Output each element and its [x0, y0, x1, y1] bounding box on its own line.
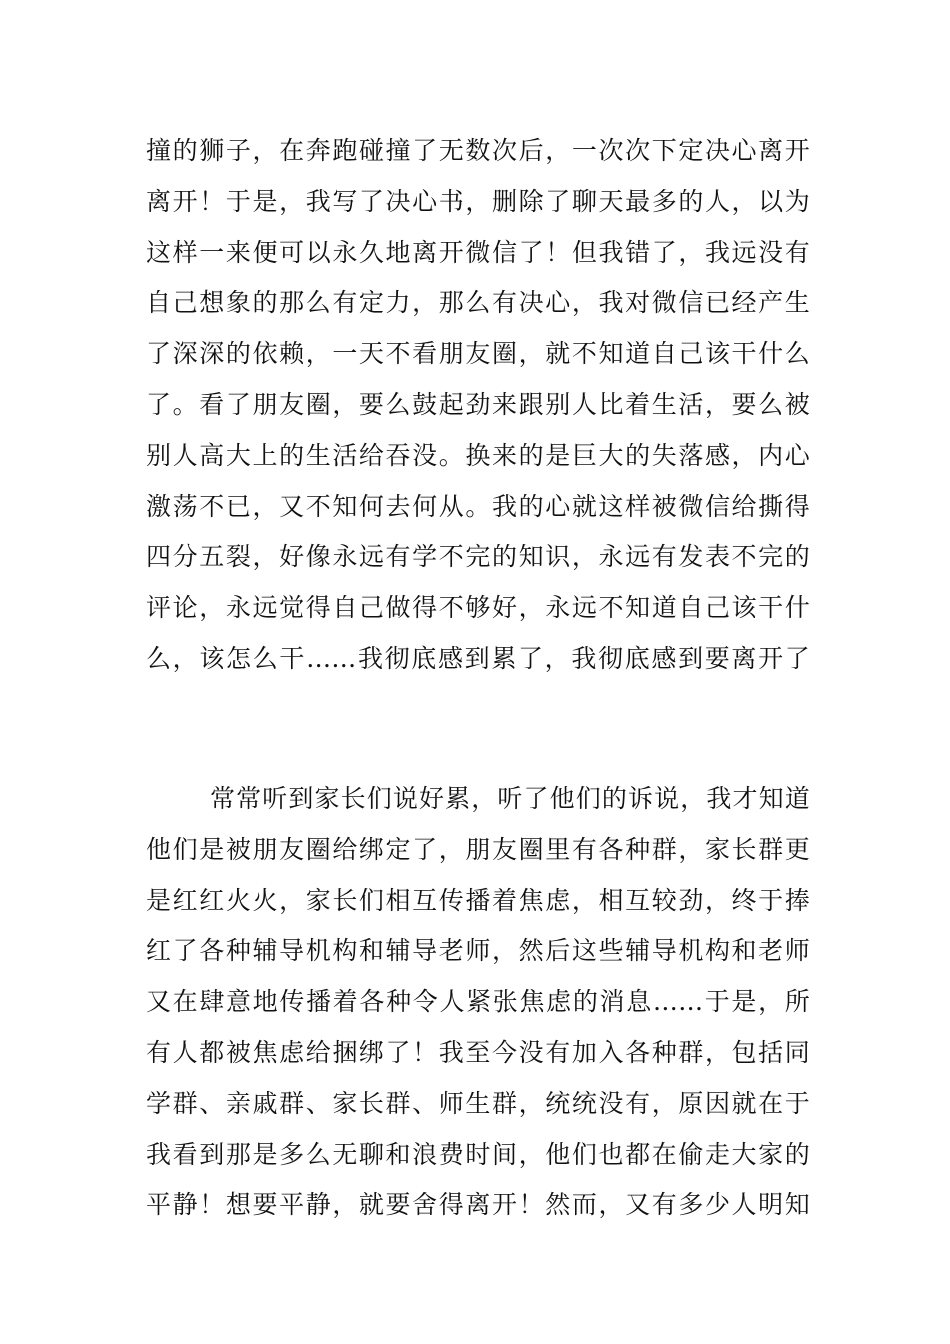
text-line: 评论，永远觉得自己做得不够好，永远不知道自己该干什 — [146, 593, 810, 623]
text-line: 四分五裂，好像永远有学不完的知识，永远有发表不完的 — [146, 542, 810, 572]
text-line-indented: 常常听到家长们说好累，听了他们的诉说，我才知道 — [210, 784, 810, 813]
text-line: 激荡不已，又不知何去何从。我的心就这样被微信给撕得 — [146, 491, 810, 521]
text-line: 自己想象的那么有定力，那么有决心，我对微信已经产生 — [146, 288, 810, 318]
text-line: 平静！想要平静，就要舍得离开！然而，又有多少人明知 — [146, 1190, 810, 1220]
text-line: 别人高大上的生活给吞没。换来的是巨大的失落感，内心 — [146, 440, 810, 470]
text-line: 离开！于是，我写了决心书，删除了聊天最多的人，以为 — [146, 186, 810, 216]
text-line: 么，该怎么干……我彻底感到累了，我彻底感到要离开了 — [146, 643, 810, 673]
text-line: 这样一来便可以永久地离开微信了！但我错了，我远没有 — [146, 237, 810, 267]
text-line: 我看到那是多么无聊和浪费时间，他们也都在偷走大家的 — [146, 1139, 810, 1169]
text-line: 了。看了朋友圈，要么鼓起劲来跟别人比着生活，要么被 — [146, 389, 810, 419]
text-line: 又在肆意地传播着各种令人紧张焦虑的消息……于是，所 — [146, 987, 810, 1017]
text-line: 是红红火火，家长们相互传播着焦虑，相互较劲，终于捧 — [146, 885, 810, 915]
text-line: 红了各种辅导机构和辅导老师，然后这些辅导机构和老师 — [146, 936, 810, 966]
text-line: 了深深的依赖，一天不看朋友圈，就不知道自己该干什么 — [146, 339, 810, 369]
text-line: 有人都被焦虑给捆绑了！我至今没有加入各种群，包括同 — [146, 1037, 810, 1067]
paragraph-2 — [146, 774, 810, 1231]
text-line: 撞的狮子，在奔跑碰撞了无数次后，一次次下定决心离开 — [146, 136, 810, 165]
paragraph-1 — [146, 126, 810, 685]
text-line: 他们是被朋友圈给绑定了，朋友圈里有各种群，家长群更 — [146, 834, 810, 864]
text-line: 学群、亲戚群、家长群、师生群，统统没有，原因就在于 — [146, 1088, 810, 1118]
